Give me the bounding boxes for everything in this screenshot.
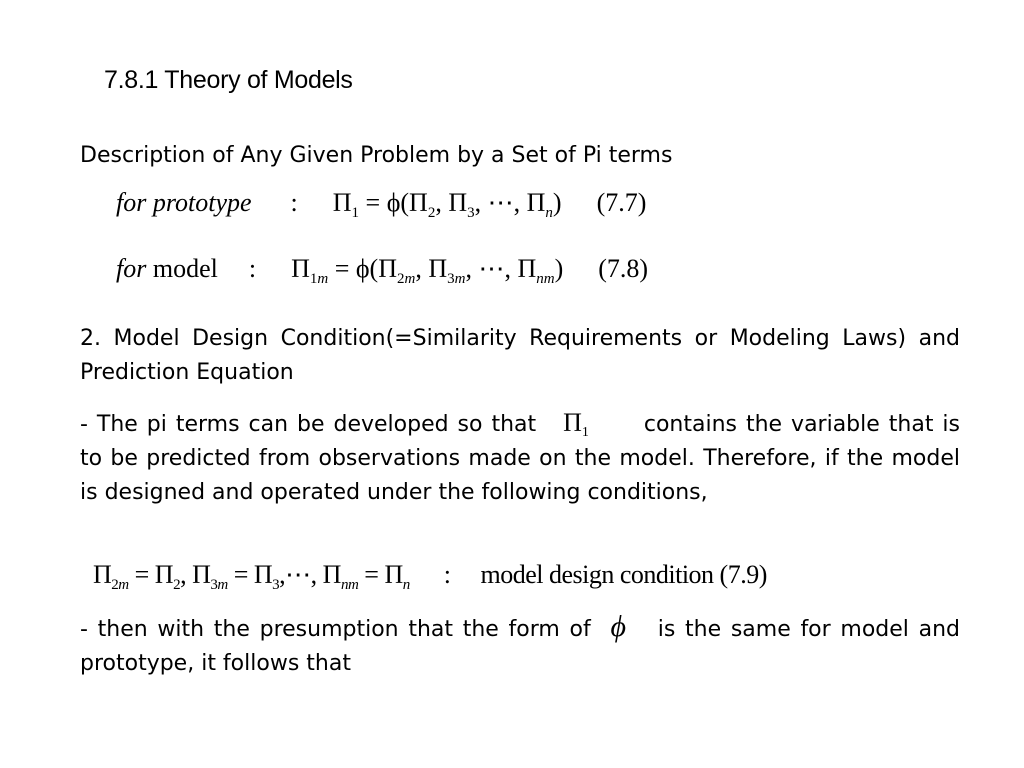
pi-symbol: Π xyxy=(93,560,112,589)
phi-symbol: ϕ xyxy=(610,610,626,643)
pi-subscript-var: nm xyxy=(340,577,359,593)
eq-phi-open: = ϕ(Π xyxy=(365,188,428,217)
pi-subscript-num: 1 xyxy=(309,271,318,287)
pi-subscript: 3 xyxy=(467,205,475,221)
pi-subscript-var: m xyxy=(404,271,416,287)
eq-label-for: for xyxy=(116,188,147,217)
pi-subscript: n xyxy=(545,205,553,221)
pi-symbol: Π xyxy=(563,408,582,437)
pi-subscript-var: m xyxy=(217,577,228,593)
eq-sep: , Π xyxy=(415,254,448,283)
equation-7-8 xyxy=(116,254,649,287)
pi-subscript-var: nm xyxy=(536,271,555,287)
pi-subscript-num: 2 xyxy=(111,577,119,593)
slide-title: 7.8.1 Theory of Models xyxy=(104,66,353,94)
eq-colon: : xyxy=(290,188,298,217)
eq-close: ) xyxy=(552,188,562,217)
eq-phi-open: = ϕ(Π xyxy=(334,254,397,283)
bullet-2-after: is the same for model and prototype, it follows that xyxy=(80,617,961,676)
eq-label-for: for xyxy=(116,254,147,283)
pi-subscript-var: m xyxy=(317,271,329,287)
pi-subscript-num: 3 xyxy=(210,577,218,593)
pi-subscript-var: m xyxy=(454,271,466,287)
pi-subscript: 2 xyxy=(427,205,436,221)
eq-colon: : xyxy=(248,254,257,283)
intro-text: Description of Any Given Problem by a Set of Pi terms xyxy=(80,143,673,168)
pi-subscript-num: 3 xyxy=(447,271,455,287)
bullet-1 xyxy=(80,408,960,510)
pi-symbol: Π xyxy=(291,254,310,283)
pi-subscript-var: n xyxy=(402,577,410,593)
eq-colon: : xyxy=(443,560,451,589)
pi-subscript: 1 xyxy=(351,205,360,221)
inline-pi-1 xyxy=(563,408,589,440)
eq-sep: , Π xyxy=(435,188,468,217)
eq-dots: , ⋯, Π xyxy=(474,188,546,217)
bullet-2-before: - then with the presumption that the form of xyxy=(80,617,591,642)
condition-text: model design condition (7.9) xyxy=(480,560,767,589)
bullet-1-after: contains the variable that is to be predicted from observations made on the model. Therefore, if the model is designed and operated under the following conditions, xyxy=(80,412,960,505)
bullet-2 xyxy=(80,610,961,681)
pi-subscript-var: m xyxy=(118,577,129,593)
pi-subscript: 3 xyxy=(272,577,280,593)
equation-7-7 xyxy=(116,188,647,221)
bullet-1-before: - The pi terms can be developed so that xyxy=(80,412,537,437)
eq-equals: = Π xyxy=(128,560,174,589)
eq-dots: ,⋯, Π xyxy=(279,560,341,589)
eq-sep: , Π xyxy=(180,560,211,589)
pi-subscript: 1 xyxy=(581,425,589,440)
eq-label-prototype: prototype xyxy=(152,188,252,217)
pi-symbol: Π xyxy=(332,188,352,217)
eq-equals: = Π xyxy=(358,560,403,589)
equation-number: (7.8) xyxy=(598,254,649,283)
pi-subscript-num: 2 xyxy=(397,271,405,287)
section-2-heading: 2. Model Design Condition(=Similarity Requirements or Modeling Laws) and Prediction Equation xyxy=(80,326,960,385)
pi-subscript: 2 xyxy=(173,577,181,593)
eq-label-model: model xyxy=(152,254,218,283)
equation-number: (7.7) xyxy=(596,188,647,217)
eq-close: ) xyxy=(554,254,564,283)
equation-7-9 xyxy=(93,560,767,593)
eq-equals: = Π xyxy=(227,560,273,589)
eq-dots: , ⋯, Π xyxy=(465,254,537,283)
